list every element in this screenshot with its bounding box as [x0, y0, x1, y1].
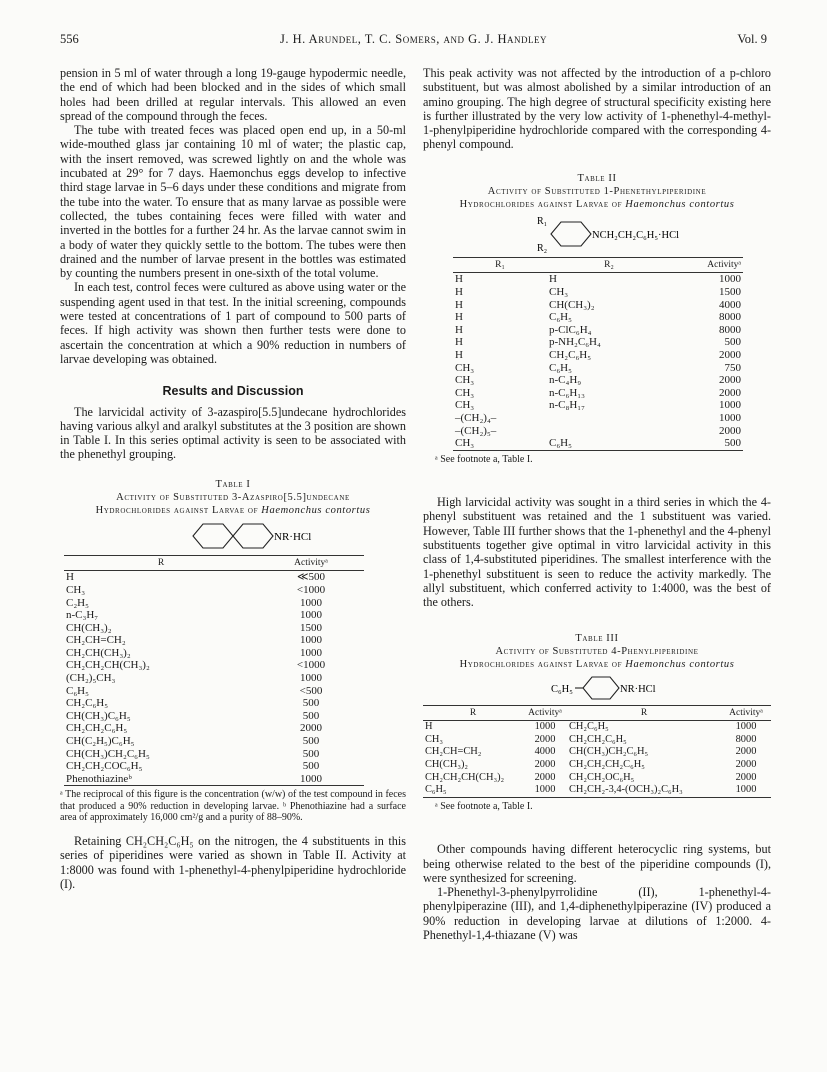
table-cell: CH₂CH₂CH₂C₆H₅: [569, 758, 645, 770]
table-label: Table I: [215, 478, 251, 490]
table-cell: 1000: [258, 773, 364, 786]
table-row: [453, 425, 743, 438]
running-title: J. H. Arundel, T. C. Somers, and G. J. Handley: [279, 32, 548, 46]
table-cell: CH₃: [455, 386, 475, 399]
table-cell: CH₂CH₂COC₆H₅: [66, 760, 143, 773]
table-cell: 2000: [300, 722, 322, 735]
paragraph: Retaining CH₂CH₂C₆H₅ on the nitrogen, the 4 substituents in this series of piperidines were varied as shown in Table II. Activity at 1:8000 was found with 1-phenethyl-4-phenylpiperidine hydrochloride (I).: [60, 833, 406, 891]
table-cell: CH₂CH₂-3,4-(OCH₃)₂C₆H₃: [567, 784, 721, 797]
table-cell: 1000: [735, 721, 757, 733]
table-2: [453, 257, 743, 451]
table-cell: 2000: [534, 771, 556, 783]
column-header: Activityᵃ: [671, 257, 743, 273]
table-cell: 2000: [735, 746, 757, 758]
table-cell: CH₂CH₂OC₆H₅: [569, 771, 635, 783]
table-cell: 1000: [719, 411, 741, 424]
column-header: R₁: [453, 257, 547, 273]
table-row: [453, 311, 743, 324]
left-column: [60, 66, 406, 891]
table-cell: C₆H₅: [549, 311, 572, 324]
table-cell: H: [455, 311, 463, 324]
table-cell: 500: [302, 697, 320, 710]
table-row: [64, 760, 364, 773]
table-row: [64, 697, 364, 710]
table-cell: H: [455, 336, 463, 349]
table-cell: CH₂CH₂C₆H₅: [569, 733, 627, 745]
table-cell: CH₃: [453, 437, 547, 450]
table-cell: 2000: [735, 758, 757, 770]
table-row: [64, 722, 364, 735]
table-cell: CH₂CH₂CH(CH₃)₂: [425, 771, 505, 783]
table-row: [64, 735, 364, 748]
table-row: [64, 622, 364, 635]
table-cell: 1500: [300, 621, 322, 634]
table-row: [423, 784, 771, 797]
table-cell: 2000: [719, 424, 741, 437]
table-cell: –(CH₂)₄–: [455, 411, 497, 424]
table-cell: H: [455, 273, 463, 286]
table-caption: Activity of Substituted 3-Azaspiro[5.5]undecane: [116, 491, 350, 503]
table-cell: C₆H₅: [66, 684, 89, 697]
table-cell: CH(CH₃)C₆H₅: [66, 709, 131, 722]
table-row: [64, 571, 364, 584]
table-row: [64, 597, 364, 610]
table-row: [453, 299, 743, 312]
table-cell: 2000: [719, 386, 741, 399]
table-row: [453, 437, 743, 450]
table-cell: CH₃: [425, 733, 444, 745]
table-cell: CH₃: [455, 399, 475, 412]
table-cell: n-C₄H₉: [549, 374, 582, 387]
table-1: [64, 555, 364, 787]
table-row: [453, 349, 743, 362]
table-cell: H: [455, 285, 463, 298]
table-cell: H: [455, 323, 463, 336]
table-cell: 8000: [719, 311, 741, 324]
table-row: [64, 584, 364, 597]
column-header: R: [423, 705, 523, 721]
table-cell: H: [549, 273, 557, 286]
table-cell: 2000: [719, 348, 741, 361]
paragraph: In each test, control feces were cultured as above using water or the suspending agent used in that test. In the initial screening, compounds were tested at concentrations of 1 part of compound to 500 parts of feces. If high activity was shown then further tests were done to ascertain the concentration at which a 90% reduction in numbers of larvae developing was obtained.: [60, 280, 406, 366]
column-header: Activityᵃ: [523, 705, 567, 721]
paragraph: The larvicidal activity of 3-azaspiro[5.5]undecane hydrochlorides having various alkyl and aralkyl substitutes at the 3 position are shown in Table I. In this series optimal activity is seen to be associated with the phenethyl grouping.: [60, 404, 406, 462]
table-cell: 1000: [300, 672, 322, 685]
table-cell: 500: [302, 747, 320, 760]
table-cell: 1500: [719, 285, 741, 298]
table-cell: (CH₂)₅CH₃: [66, 672, 116, 685]
table-cell: Phenothiazineᵇ: [64, 773, 258, 786]
table-row: [453, 362, 743, 375]
table-cell: CH₃: [455, 361, 475, 374]
table-cell: CH₂C₆H₅: [549, 348, 592, 361]
table-cell: CH(CH₃)₂: [66, 621, 112, 634]
volume-label: Vol. 9: [737, 32, 767, 46]
table-cell: CH₃: [66, 583, 86, 596]
table-cell: 500: [724, 336, 741, 349]
table-cell: CH₂CH=CH₂: [425, 746, 482, 758]
table-cell: 1000: [300, 609, 322, 622]
page-number: 556: [60, 32, 79, 46]
column-header: R: [567, 705, 721, 721]
table-cell: 2000: [534, 733, 556, 745]
paragraph: This peak activity was not affected by the introduction of a p-chloro substituent, but was almost abolished by a similar introduction of an amino grouping. The high degree of structural specificity existing here is further illustrated by the very low activity of 1-phenethyl-4-methyl-1-phenylpiperidine hydrochloride compared with the corresponding 4-phenyl compound.: [423, 66, 771, 152]
table-row: [453, 387, 743, 400]
table-row: [64, 773, 364, 786]
table-row: [64, 748, 364, 761]
table-cell: ≪500: [296, 571, 325, 584]
table-cell: 1000: [300, 646, 322, 659]
table-caption: Hydrochlorides against Larvae of Haemonchus contortus: [459, 658, 735, 670]
table-row: [453, 336, 743, 349]
table-row: [423, 734, 771, 747]
table-row: [453, 286, 743, 299]
table-row: [64, 609, 364, 622]
svg-text:R₂: R₂: [537, 242, 548, 254]
table-cell: n-C₆H₁₃: [549, 386, 585, 399]
table-cell: 2000: [534, 758, 556, 770]
table-row: [64, 634, 364, 647]
svg-text:C₆H₅: C₆H₅: [551, 683, 573, 695]
table-cell: 500: [302, 760, 320, 773]
table-cell: CH₂CH=CH₂: [66, 634, 126, 647]
right-column: [423, 66, 771, 942]
table-cell: CH(CH₃)CH₂C₆H₅: [66, 747, 150, 760]
table-row: [423, 772, 771, 785]
table-label: Table II: [577, 172, 617, 184]
table-row: [64, 685, 364, 698]
table-cell: CH(C₂H₅)C₆H₅: [66, 735, 135, 748]
table-cell: CH₂CH(CH₃)₂: [66, 646, 131, 659]
svg-text:NR·HCl: NR·HCl: [274, 530, 312, 543]
table-cell: CH(CH₃)₂: [549, 298, 595, 311]
table-cell: 500: [302, 709, 320, 722]
table-cell: 8000: [735, 733, 757, 745]
table-cell: C₆H₅: [423, 784, 523, 797]
table-row: [64, 710, 364, 723]
table-cell: CH(CH₃)₂: [425, 758, 469, 770]
table-cell: n-C₈H₁₇: [549, 399, 585, 412]
table-label: Table III: [575, 632, 619, 644]
phenylpiperidine-structure-diagram: [497, 673, 697, 703]
svg-text:R₁: R₁: [537, 215, 548, 227]
table-footnote: ᵃ See footnote a, Table I.: [435, 800, 533, 812]
section-heading: Results and Discussion: [162, 384, 304, 399]
table-cell: H: [455, 348, 463, 361]
table-row: [453, 273, 743, 286]
table-cell: n-C₃H₇: [66, 609, 99, 622]
table-caption: Activity of Substituted 1-Phenethylpiperidine: [487, 185, 707, 197]
table-cell: p-NH₂C₆H₄: [549, 336, 601, 349]
table-cell: 500: [302, 735, 320, 748]
table-cell: C₂H₅: [66, 596, 89, 609]
table-cell: <1000: [296, 659, 326, 672]
table-row: [423, 746, 771, 759]
table-cell: [547, 412, 671, 425]
table-cell: 750: [724, 361, 741, 374]
paragraph: High larvicidal activity was sought in a third series in which the 4-phenyl substituent was retained and the 1 substituent was varied. However, Table III further shows that the 1-phenethyl and the 4-phenyl substituents together give optimal in vitro larvicidal activity in this class of 1,4-substituted piperidines. The smallest interference with the 1-phenethyl substituent is seen to reduce the activity markedly. The allyl substituent, which conferred activity to 1:4000, was the best of the others.: [423, 495, 771, 610]
table-cell: H: [425, 721, 433, 733]
table-cell: 500: [671, 437, 743, 450]
piperidine-structure-diagram: [497, 213, 697, 255]
paragraph: The tube with treated feces was placed open end up, in a 50-ml wide-mouthed glass jar containing 10 ml of water; the plastic cap, with the insert removed, was screwed lightly on and the whole was incubated at 29° for 7 days. Haemonchus eggs develop to infective third stage larvae in 5–6 days under these conditions and migrate from the tube into the water. To ensure that as many larvae as possible were collected, the tubes containing feces were filled with water and inverted in the bottles for a further 24 hr. As the larvae cannot swim in a body of water they quickly settle to the bottom. The tubes were then drained and the number of larvae present in the bottles was estimated by counting the numbers present in one-sixth of the total volume.: [60, 123, 406, 281]
table-cell: 2000: [719, 374, 741, 387]
paragraph: 1-Phenethyl-3-phenylpyrrolidine (II), 1-phenethyl-4-phenylpiperazine (III), and 1,4-diphenethylpiperazine (IV) produced a 90% reduction in developing larvae at dilutions of 1:2000. 4-Phenethyl-1,4-thiazane (V) was: [423, 885, 771, 942]
column-header: Activityᵃ: [721, 705, 771, 721]
svg-text:NR·HCl: NR·HCl: [620, 683, 656, 695]
table-cell: [547, 425, 671, 438]
table-cell: 1000: [523, 784, 567, 797]
table-cell: CH₃: [455, 374, 475, 387]
table-cell: 1000: [719, 399, 741, 412]
table-cell: 4000: [534, 746, 556, 758]
table-cell: <1000: [296, 583, 326, 596]
table-cell: p-ClC₆H₄: [549, 323, 592, 336]
table-cell: C₆H₅: [547, 437, 671, 450]
table-footnote: ᵃ The reciprocal of this figure is the concentration (w/w) of the test compound in feces that produced a 90% reduction in developing larvae. ᵇ Phenothiazine had a surface area of approximately 16,000 cm²/g and a purity of 88–90%.: [60, 789, 406, 824]
table-cell: 1000: [534, 721, 556, 733]
table-row: [64, 659, 364, 672]
table-cell: 1000: [719, 273, 741, 286]
table-cell: 4000: [719, 298, 741, 311]
table-cell: H: [66, 571, 74, 584]
table-row: [423, 759, 771, 772]
table-cell: CH(CH₃)CH₂C₆H₅: [569, 746, 649, 758]
paragraph: Other compounds having different heterocyclic ring systems, but being otherwise related to the best of the piperidine compounds (I), were synthesized for screening.: [423, 842, 771, 885]
column-header: R: [64, 555, 258, 571]
table-cell: 8000: [719, 323, 741, 336]
table-footnote: ᵃ See footnote a, Table I.: [435, 453, 533, 465]
table-cell: C₆H₅: [549, 361, 572, 374]
table-row: [64, 647, 364, 660]
table-3: [423, 705, 771, 798]
table-cell: 1000: [300, 634, 322, 647]
table-cell: CH₂CH₂CH(CH₃)₂: [66, 659, 150, 672]
table-row: [453, 412, 743, 425]
column-header: Activityᵃ: [258, 555, 364, 571]
table-caption: Hydrochlorides against Larvae of Haemonchus contortus: [95, 504, 371, 516]
table-row: [423, 721, 771, 734]
table-row: [64, 672, 364, 685]
table-cell: 1000: [721, 784, 771, 797]
table-cell: CH₂CH₂C₆H₅: [66, 722, 128, 735]
table-row: [453, 324, 743, 337]
running-header: [60, 32, 767, 52]
table-cell: CH₃: [549, 285, 569, 298]
table-cell: 2000: [735, 771, 757, 783]
svg-text:NCH₂CH₂C₆H₅·HCl: NCH₂CH₂C₆H₅·HCl: [592, 229, 679, 241]
table-caption: Hydrochlorides against Larvae of Haemonchus contortus: [459, 198, 735, 210]
paragraph: pension in 5 ml of water through a long 19-gauge hypodermic needle, the end of which had been blocked and in the sides of which small holes had been drilled at regular intervals. This allowed an even spread of the compound through the feces.: [60, 66, 406, 123]
table-cell: CH₂C₆H₅: [569, 721, 609, 733]
table-cell: H: [455, 298, 463, 311]
table-cell: <500: [299, 684, 323, 697]
column-header: R₂: [547, 257, 671, 273]
table-cell: –(CH₂)₅–: [455, 424, 497, 437]
table-caption: Activity of Substituted 4-Phenylpiperidine: [495, 645, 699, 657]
table-row: [453, 374, 743, 387]
spiro-structure-diagram: [143, 519, 323, 553]
table-cell: 1000: [300, 596, 322, 609]
table-row: [453, 399, 743, 412]
table-cell: CH₂C₆H₅: [66, 697, 109, 710]
